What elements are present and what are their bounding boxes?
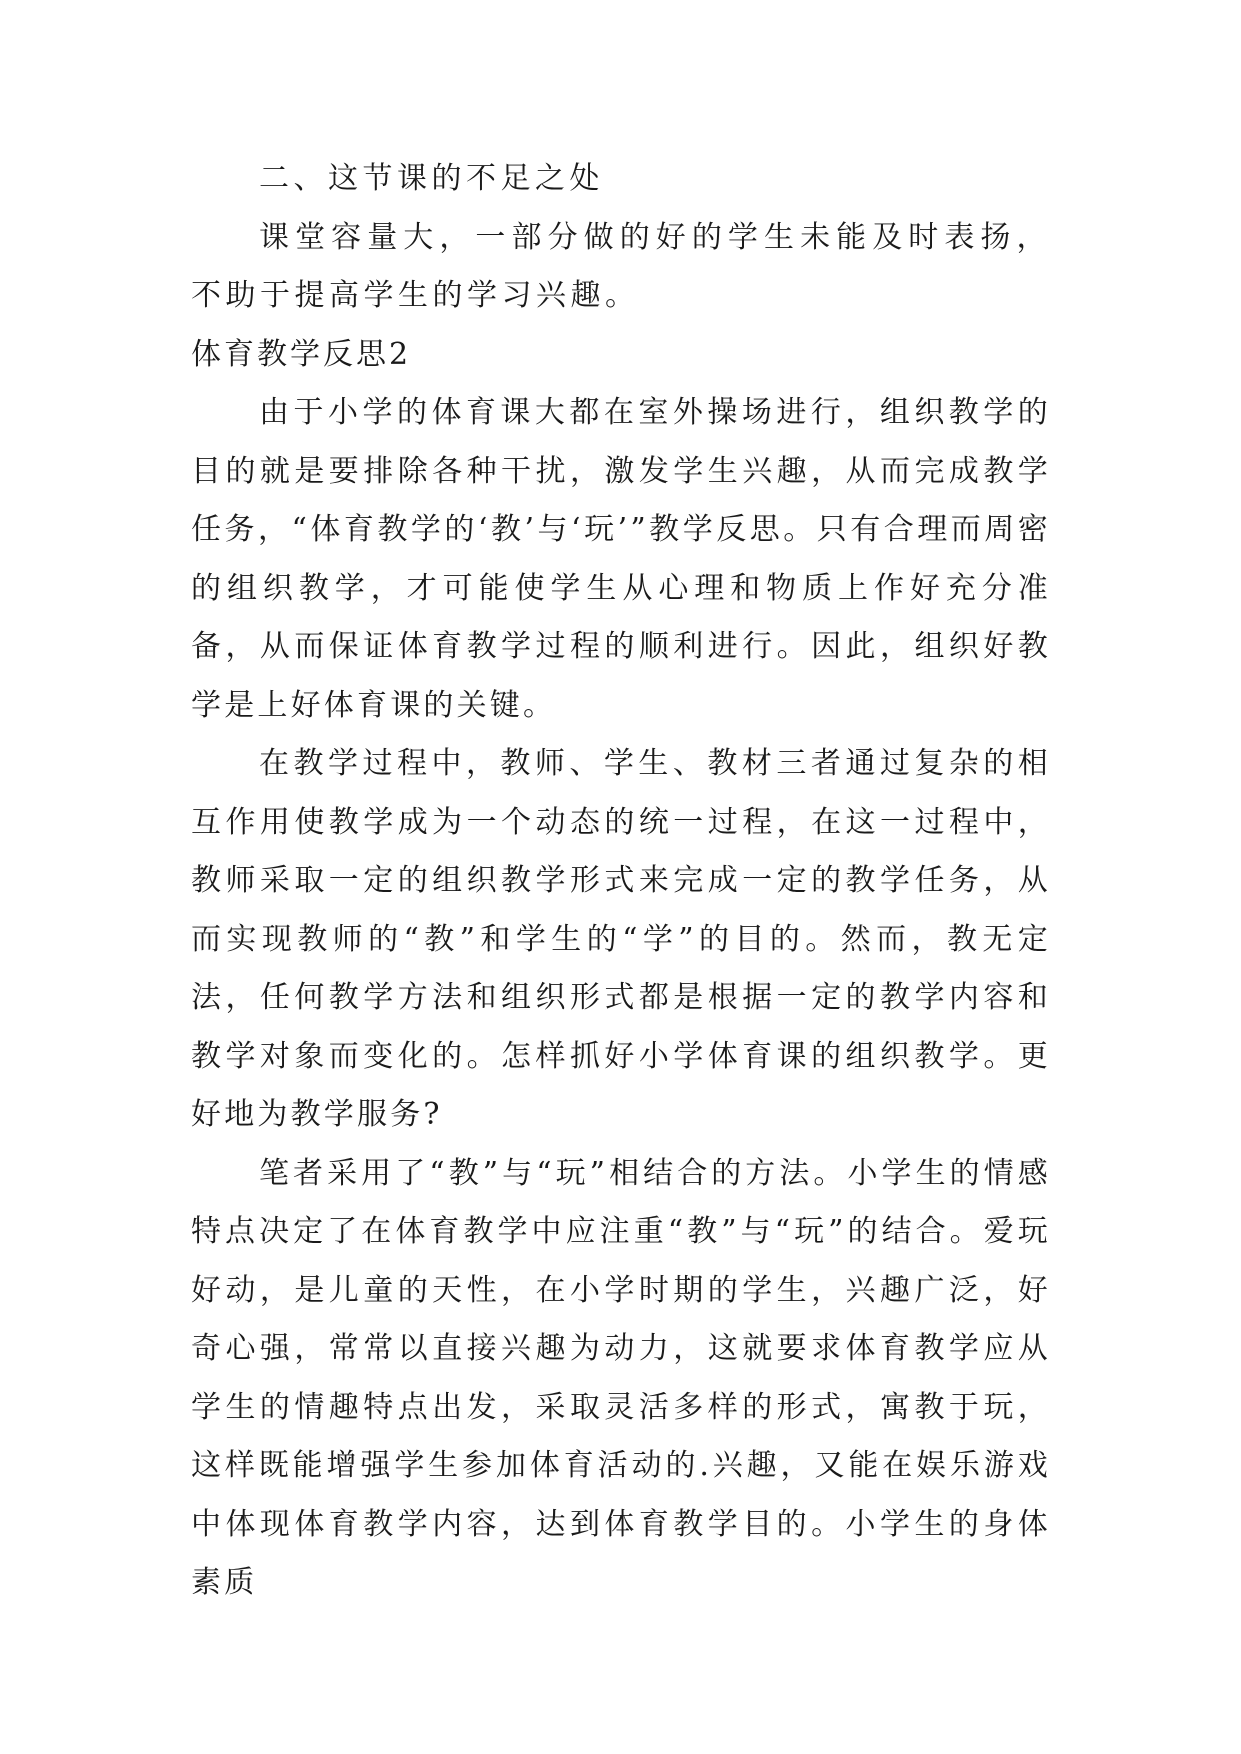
document-body — [191, 150, 1051, 1613]
paragraph-teaching-process: 在教学过程中，教师、学生、教材三者通过复杂的相互作用使教学成为一个动态的统一过程，在这一过程中，教师采取一定的组织教学形式来完成一定的教学任务，从而实现教师的“教”和学生的“学”的目的。然而，教无定法，任何教学方法和组织形式都是根据一定的教学内容和教学对象而变化的。怎样抓好小学体育课的组织教学。更好地为教学服务? — [191, 746, 1052, 1132]
article-title: 体育教学反思2 — [191, 336, 412, 372]
paragraph-teach-and-play: 笔者采用了“教”与“玩”相结合的方法。小学生的情感特点决定了在体育教学中应注重“教”与“玩”的结合。爱玩好动，是儿童的天性，在小学时期的学生，兴趣广泛，好奇心强，常常以直接兴趣为动力，这就要求体育教学应从学生的情趣特点出发，采取灵活多样的形式，寓教于玩，这样既能增强学生参加体育活动的.兴趣，又能在娱乐游戏中体现体育教学内容，达到体育教学目的。小学生的身体素质 — [191, 1155, 1051, 1600]
paragraph-organization: 由于小学的体育课大都在室外操场进行，组织教学的目的就是要排除各种干扰，激发学生兴趣，从而完成教学任务，“体育教学的‘教’与‘玩’”教学反思。只有合理而周密的组织教学，才可能使学生从心理和物质上作好充分准备，从而保证体育教学过程的顺利进行。因此，组织好教学是上好体育课的关键。 — [191, 395, 1051, 723]
paragraph-shortcomings: 课堂容量大，一部分做的好的学生未能及时表扬，不助于提高学生的学习兴趣。 — [191, 219, 1051, 313]
section-heading: 二、这节课的不足之处 — [259, 161, 604, 196]
